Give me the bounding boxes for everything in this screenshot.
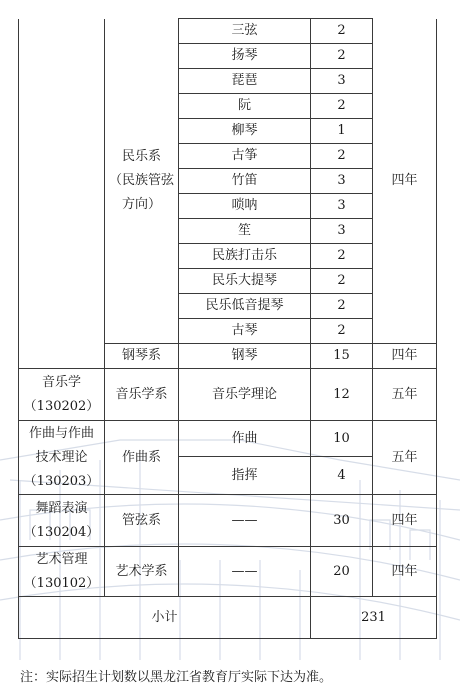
count-cell: 2 — [311, 244, 373, 269]
count-cell: 2 — [311, 94, 373, 119]
major-cell: 三弦 — [179, 19, 311, 44]
major-cell: 民乐大提琴 — [179, 269, 311, 294]
discipline-cell — [19, 547, 105, 597]
dept-cell: 作曲系 — [105, 421, 179, 495]
count-cell: 2 — [311, 19, 373, 44]
table-row — [19, 421, 437, 457]
dept-label-line: （民族管弦 — [108, 172, 174, 188]
major-cell: 笙 — [179, 219, 311, 244]
count-cell: 10 — [311, 421, 373, 457]
table-row — [19, 19, 437, 44]
discipline-line: （130204） — [23, 524, 100, 540]
duration-cell: 四年 — [373, 344, 437, 369]
discipline-line: 艺术管理 — [35, 551, 88, 567]
count-cell: 20 — [311, 547, 373, 597]
count-cell: 2 — [311, 319, 373, 344]
admission-table — [18, 18, 437, 639]
major-cell: 竹笛 — [179, 169, 311, 194]
footnote: 注：实际招生计划数以黑龙江省教育厅实际下达为准。 — [20, 670, 333, 685]
count-cell: 30 — [311, 495, 373, 547]
major-cell: 古琴 — [179, 319, 311, 344]
duration-cell: 五年 — [373, 369, 437, 421]
count-cell: 2 — [311, 294, 373, 319]
discipline-cell-empty — [19, 19, 105, 369]
table-row — [19, 369, 437, 421]
major-cell: 音乐学理论 — [179, 369, 311, 421]
dept-cell: 音乐学系 — [105, 369, 179, 421]
table-row — [19, 547, 437, 597]
major-cell: 作曲 — [179, 421, 311, 457]
major-cell: 民族打击乐 — [179, 244, 311, 269]
duration-cell: 四年 — [373, 19, 437, 344]
subtotal-row — [19, 597, 437, 639]
dept-label-line: 民乐系 — [121, 148, 161, 164]
major-cell: 指挥 — [179, 457, 311, 495]
count-cell: 4 — [311, 457, 373, 495]
count-cell: 2 — [311, 44, 373, 69]
discipline-line: （130202） — [23, 398, 100, 414]
count-cell: 3 — [311, 194, 373, 219]
dept-cell-minyue — [105, 19, 179, 344]
subtotal-value: 231 — [311, 597, 437, 639]
count-cell: 15 — [311, 344, 373, 369]
major-cell: 钢琴 — [179, 344, 311, 369]
discipline-line: （130102） — [23, 575, 100, 591]
major-cell: 琵琶 — [179, 69, 311, 94]
major-cell: —— — [179, 547, 311, 597]
discipline-line: 作曲与作曲 — [28, 425, 94, 441]
count-cell: 3 — [311, 169, 373, 194]
major-cell: 柳琴 — [179, 119, 311, 144]
count-cell: 2 — [311, 144, 373, 169]
discipline-line: 技术理论 — [35, 449, 88, 465]
count-cell: 3 — [311, 219, 373, 244]
major-cell: 古筝 — [179, 144, 311, 169]
major-cell: 阮 — [179, 94, 311, 119]
count-cell: 1 — [311, 119, 373, 144]
dept-cell: 钢琴系 — [105, 344, 179, 369]
duration-cell: 四年 — [373, 495, 437, 547]
major-cell: 扬琴 — [179, 44, 311, 69]
discipline-cell — [19, 421, 105, 495]
discipline-cell — [19, 495, 105, 547]
subtotal-label: 小计 — [19, 597, 311, 639]
discipline-line: （130203） — [23, 473, 100, 489]
count-cell: 2 — [311, 269, 373, 294]
dept-cell: 管弦系 — [105, 495, 179, 547]
major-cell: 民乐低音提琴 — [179, 294, 311, 319]
duration-cell: 五年 — [373, 421, 437, 495]
discipline-line: 音乐学 — [41, 374, 81, 390]
major-cell: —— — [179, 495, 311, 547]
count-cell: 3 — [311, 69, 373, 94]
table-row — [19, 495, 437, 547]
major-cell: 唢呐 — [179, 194, 311, 219]
duration-cell: 四年 — [373, 547, 437, 597]
dept-cell: 艺术学系 — [105, 547, 179, 597]
discipline-line: 舞蹈表演 — [35, 500, 88, 516]
count-cell: 12 — [311, 369, 373, 421]
dept-label-line: 方向） — [121, 196, 161, 212]
discipline-cell — [19, 369, 105, 421]
